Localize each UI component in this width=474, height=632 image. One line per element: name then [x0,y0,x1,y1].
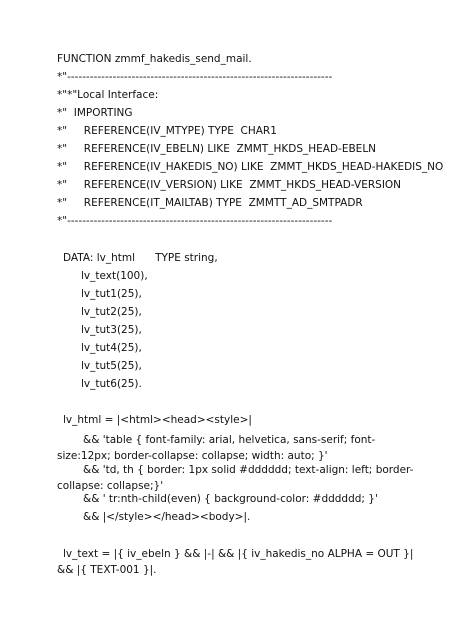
param-mtype: *" REFERENCE(IV_MTYPE) TYPE CHAR1 [57,125,277,137]
var-lv-tut1: lv_tut1(25), [81,288,142,300]
function-line: FUNCTION zmmf_hakedis_send_mail. [57,53,252,65]
text-assign: lv_text = |{ iv_ebeln } && |-| && |{ iv_hakedis_no ALPHA = OUT }| && |{ TEXT-001 }|. [57,548,414,576]
html-assign-tr-style: && ' tr:nth-child(even) { background-color: #dddddd; }' [83,493,378,505]
var-lv-tut4: lv_tut4(25), [81,342,142,354]
param-version: *" REFERENCE(IV_VERSION) LIKE ZMMT_HKDS_HEAD-VERSION [57,179,402,191]
var-lv-tut2: lv_tut2(25), [81,306,142,318]
var-lv-text: lv_text(100), [81,270,148,282]
interface-comment: *"*"Local Interface: [57,89,159,101]
var-lv-tut5: lv_tut5(25), [81,360,142,372]
var-lv-tut6: lv_tut6(25). [81,378,142,390]
data-declaration: DATA: lv_html TYPE string, [63,252,218,264]
html-assign-table-style: && 'table { font-family: arial, helvetica, sans-serif; font-size:12px; border-collapse: collapse; width: auto; }' [57,434,376,462]
param-mailtab: *" REFERENCE(IT_MAILTAB) TYPE ZMMTT_AD_SMTPADR [57,197,363,209]
var-lv-tut3: lv_tut3(25), [81,324,142,336]
param-ebeln: *" REFERENCE(IV_EBELN) LIKE ZMMT_HKDS_HEAD-EBELN [57,143,377,155]
html-assign-end: && |</style></head><body>|. [83,511,251,523]
html-assign-start: lv_html = |<html><head><style>| [63,414,252,426]
separator-line: *"---------------------------------------------------------------------- [57,71,333,83]
importing-comment: *" IMPORTING [57,107,133,119]
param-hakedis-no: *" REFERENCE(IV_HAKEDIS_NO) LIKE ZMMT_HKDS_HEAD-HAKEDIS_NO [57,161,444,173]
separator-line-end: *"---------------------------------------------------------------------- [57,215,333,227]
html-assign-td-style: && 'td, th { border: 1px solid #dddddd; text-align: left; border-collapse: collapse;}' [57,464,414,492]
